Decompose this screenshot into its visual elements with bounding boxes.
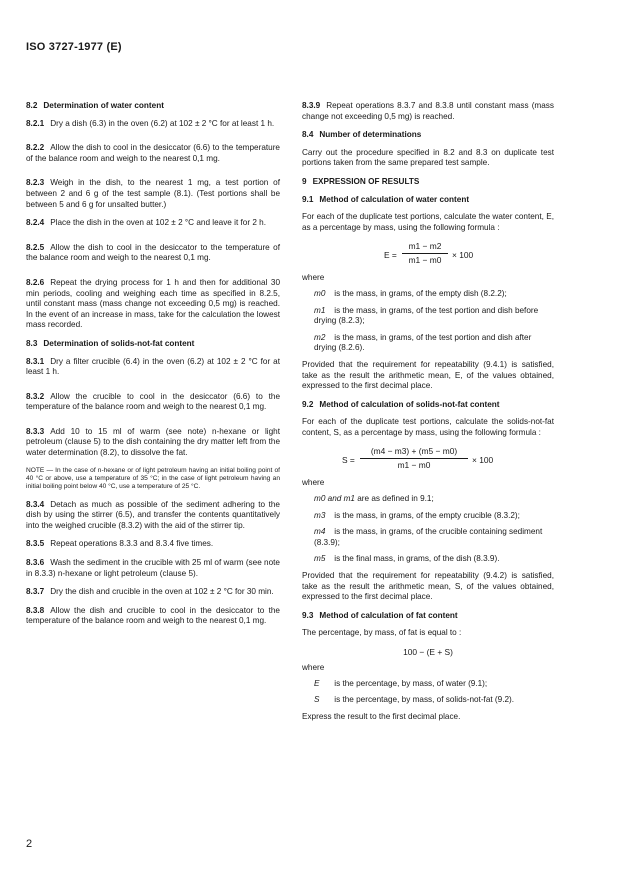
paragraph bbox=[26, 392, 280, 413]
symbol: E bbox=[314, 678, 320, 688]
section-title: Number of determinations bbox=[319, 130, 422, 140]
symbol-definition bbox=[302, 679, 554, 690]
section-title: Determination of solids-not-fat content bbox=[43, 338, 195, 348]
symbol: m4 bbox=[314, 527, 326, 537]
paragraph bbox=[26, 587, 280, 598]
document-header: ISO 3727-1977 (E) bbox=[26, 41, 122, 53]
section-heading bbox=[302, 195, 554, 206]
definition-text: is the final mass, in grams, of the dish (8.3.9). bbox=[334, 554, 500, 564]
symbol-definition bbox=[302, 494, 554, 505]
symbol: m1 bbox=[314, 305, 326, 315]
paragraph-text: Allow the crucible to cool in the desiccator (6.6) to the temperature of the balance room and weigh to the nearest 0,1 mg. bbox=[26, 391, 280, 412]
paragraph bbox=[26, 178, 280, 210]
section-number: 9 bbox=[302, 176, 307, 186]
section-heading bbox=[26, 101, 280, 112]
section-number: 9.1 bbox=[302, 194, 314, 204]
symbol-definition bbox=[302, 554, 554, 565]
section-number: 8.2 bbox=[26, 101, 38, 110]
section-number: 9.3 bbox=[302, 610, 314, 620]
paragraph bbox=[302, 571, 554, 603]
paragraph-text: Carry out the procedure specified in 8.2 and 8.3 on duplicate test portions taken from the same prepared test sample. bbox=[302, 147, 554, 168]
paragraph-text: The percentage, by mass, of fat is equal to : bbox=[302, 628, 462, 638]
symbol-definition bbox=[302, 333, 554, 354]
left-column bbox=[26, 101, 280, 635]
right-column bbox=[302, 101, 554, 730]
paragraph-text: Repeat operations 8.3.7 and 8.3.8 until constant mass (mass change not exceeding 0,5 mg) is reached. bbox=[302, 101, 554, 121]
clause-number: 8.3.4 bbox=[26, 499, 45, 509]
paragraph bbox=[302, 148, 554, 169]
paragraph bbox=[302, 417, 554, 438]
symbol-definition bbox=[302, 289, 554, 300]
formula-lhs: S = bbox=[342, 455, 355, 466]
symbol: m3 bbox=[314, 510, 326, 520]
paragraph bbox=[26, 119, 280, 130]
paragraph-text: Detach as much as possible of the sediment adhering to the dish by using the stirrer (6.5), and transfer the contents quantitatively into the weighed crucible (8.3.2) with the aid of the stirrer tip. bbox=[26, 499, 280, 530]
where-label: where bbox=[302, 478, 325, 488]
paragraph bbox=[302, 628, 554, 639]
paragraph-text: For each of the duplicate test portions, calculate the water content, E, as a percentage by mass, using the following formula : bbox=[302, 212, 554, 232]
paragraph bbox=[302, 212, 554, 233]
section-heading bbox=[302, 611, 554, 622]
paragraph-text: Provided that the requirement for repeatability (9.4.2) is satisfied, take as the result the arithmetic mean, S, of the values obtained, expressed to the first decimal place. bbox=[302, 571, 554, 602]
formula-denominator: m1 − m0 bbox=[408, 255, 442, 266]
paragraph bbox=[26, 500, 280, 532]
paragraph bbox=[26, 357, 280, 378]
paragraph bbox=[26, 606, 280, 627]
paragraph-text: Allow the dish and crucible to cool in the desiccator to the temperature of the balance room and weigh to the nearest 0,1 mg. bbox=[26, 605, 280, 626]
clause-number: 8.2.4 bbox=[26, 218, 45, 228]
paragraph-text: Repeat operations 8.3.3 and 8.3.4 five times. bbox=[50, 539, 214, 549]
symbol: m5 bbox=[314, 554, 326, 564]
symbol-definition bbox=[302, 695, 554, 706]
paragraph bbox=[302, 101, 554, 122]
paragraph bbox=[26, 427, 280, 459]
clause-number: 8.3.9 bbox=[302, 101, 321, 110]
section-heading bbox=[302, 130, 554, 141]
symbol: m0 and m1 bbox=[314, 494, 355, 504]
definition-text: is the mass, in grams, of the crucible containing sediment (8.3.9); bbox=[314, 527, 543, 547]
paragraph bbox=[26, 243, 280, 264]
definition-text: is the mass, in grams, of the test portion and dish after drying (8.2.6). bbox=[314, 332, 532, 353]
definition-text: is the mass, in grams, of the test portion and dish before drying (8.2.3); bbox=[314, 305, 539, 326]
definition-text: is the mass, in grams, of the empty crucible (8.3.2); bbox=[334, 510, 520, 520]
paragraph-text: Wash the sediment in the crucible with 25 ml of warm (see note in 8.3.3) n-hexane or light petroleum (clause 5). bbox=[26, 557, 280, 578]
section-title: Method of calculation of fat content bbox=[319, 610, 458, 620]
page-number: 2 bbox=[26, 838, 33, 850]
definition-text: is the percentage, by mass, of water (9.1); bbox=[334, 678, 488, 688]
paragraph-text: Weigh in the dish, to the nearest 1 mg, a test portion of between 2 and 6 g of the test sample (8.1). (Test portions shall be between 5 and 6 g for unsalted butter.) bbox=[26, 178, 280, 209]
water-content-formula bbox=[302, 241, 554, 269]
symbol-definition bbox=[302, 306, 554, 327]
clause-number: 8.2.1 bbox=[26, 118, 45, 128]
section-title: Determination of water content bbox=[43, 101, 164, 110]
fraction-bar bbox=[402, 253, 448, 254]
paragraph-text: Add 10 to 15 ml of warm (see note) n-hexane or light petroleum (clause 5) to the dish containing the dry matter left from the water determination (8.2), to dissolve the fat. bbox=[26, 426, 280, 458]
where-label: where bbox=[302, 273, 325, 283]
closing-text: Express the result to the first decimal place. bbox=[302, 711, 461, 721]
section-number: 8.4 bbox=[302, 130, 314, 140]
clause-number: 8.3.8 bbox=[26, 605, 45, 615]
paragraph-text: Provided that the requirement for repeatability (9.4.1) is satisfied, take as the result the arithmetic mean, E, of the values obtained, expressed to the first decimal place. bbox=[302, 359, 554, 391]
clause-number: 8.2.3 bbox=[26, 178, 45, 188]
section-number: 8.3 bbox=[26, 338, 38, 348]
paragraph-text: Place the dish in the oven at 102 ± 2 °C and leave it for 2 h. bbox=[50, 218, 266, 228]
section-title: EXPRESSION OF RESULTS bbox=[312, 176, 420, 186]
where-label: where bbox=[302, 663, 325, 672]
formula-denominator: m1 − m0 bbox=[397, 460, 431, 471]
paragraph bbox=[302, 360, 554, 392]
clause-number: 8.3.2 bbox=[26, 391, 45, 401]
paragraph-text: Repeat the drying process for 1 h and then for additional 30 min periods, cooling and weighing each time as specified in 8.2.5, until constant mass (mass change not exceeding 0,5 mg) is reached. In the event of an increase in mass, take for the calculation the lowest mass recorded. bbox=[26, 277, 280, 330]
formula-rhs: × 100 bbox=[452, 250, 474, 261]
symbol: S bbox=[314, 695, 320, 705]
paragraph bbox=[26, 539, 280, 550]
symbol: m0 bbox=[314, 288, 326, 298]
paragraph-text: Dry the dish and crucible in the oven at 102 ± 2 °C for 30 min. bbox=[50, 587, 274, 597]
definition-text: is the percentage, by mass, of solids-not-fat (9.2). bbox=[334, 695, 515, 705]
clause-number: 8.3.5 bbox=[26, 539, 45, 549]
symbol-definition bbox=[302, 511, 554, 522]
symbol: m2 bbox=[314, 332, 326, 342]
clause-number: 8.3.6 bbox=[26, 557, 45, 567]
note: NOTE — In the case of n-hexane or of light petroleum having an initial boiling point of 40 °C or above, use a temperature of 35 °C; in the case of light petroleum having an initial boiling point below 40 °C, use a temperature of 25 °C. bbox=[26, 466, 280, 491]
fat-formula: 100 − (E + S) bbox=[403, 647, 453, 657]
paragraph-text: Allow the dish to cool in the desiccator to the temperature of the balance room and weigh to the nearest 0,1 mg. bbox=[26, 242, 280, 263]
formula-numerator: (m4 − m3) + (m5 − m0) bbox=[370, 446, 458, 457]
clause-number: 8.2.6 bbox=[26, 277, 45, 287]
formula-rhs: × 100 bbox=[472, 455, 494, 466]
paragraph-text: For each of the duplicate test portions, calculate the solids-not-fat content, S, as a percentage by mass, using the following formula : bbox=[302, 417, 554, 437]
clause-number: 8.3.3 bbox=[26, 426, 45, 436]
paragraph-text: Allow the dish to cool in the desiccator (6.6) to the temperature of the balance room and weigh to the nearest 0,1 mg. bbox=[26, 143, 280, 163]
clause-number: 8.3.7 bbox=[26, 587, 45, 597]
formula-lhs: E = bbox=[384, 250, 397, 261]
clause-number: 8.3.1 bbox=[26, 356, 45, 366]
section-heading bbox=[302, 177, 554, 188]
formula-numerator: m1 − m2 bbox=[408, 241, 442, 252]
symbol-definition bbox=[302, 527, 554, 548]
solids-formula bbox=[302, 446, 554, 474]
paragraph-text: Dry a filter crucible (6.4) in the oven (6.2) at 102 ± 2 °C for at least 1 h. bbox=[26, 356, 280, 377]
paragraph bbox=[26, 218, 280, 229]
paragraph bbox=[26, 143, 280, 164]
section-number: 9.2 bbox=[302, 399, 314, 409]
section-title: Method of calculation of water content bbox=[319, 194, 470, 204]
section-heading bbox=[302, 400, 554, 411]
clause-number: 8.2.2 bbox=[26, 143, 45, 153]
paragraph bbox=[26, 558, 280, 579]
definition-text: are as defined in 9.1; bbox=[357, 494, 434, 504]
paragraph bbox=[26, 278, 280, 331]
paragraph-text: Dry a dish (6.3) in the oven (6.2) at 102 ± 2 °C for at least 1 h. bbox=[50, 118, 275, 128]
definition-text: is the mass, in grams, of the empty dish (8.2.2); bbox=[334, 288, 507, 298]
fraction-bar bbox=[360, 458, 468, 459]
section-title: Method of calculation of solids-not-fat content bbox=[319, 399, 500, 409]
section-heading bbox=[26, 339, 280, 350]
clause-number: 8.2.5 bbox=[26, 242, 45, 252]
